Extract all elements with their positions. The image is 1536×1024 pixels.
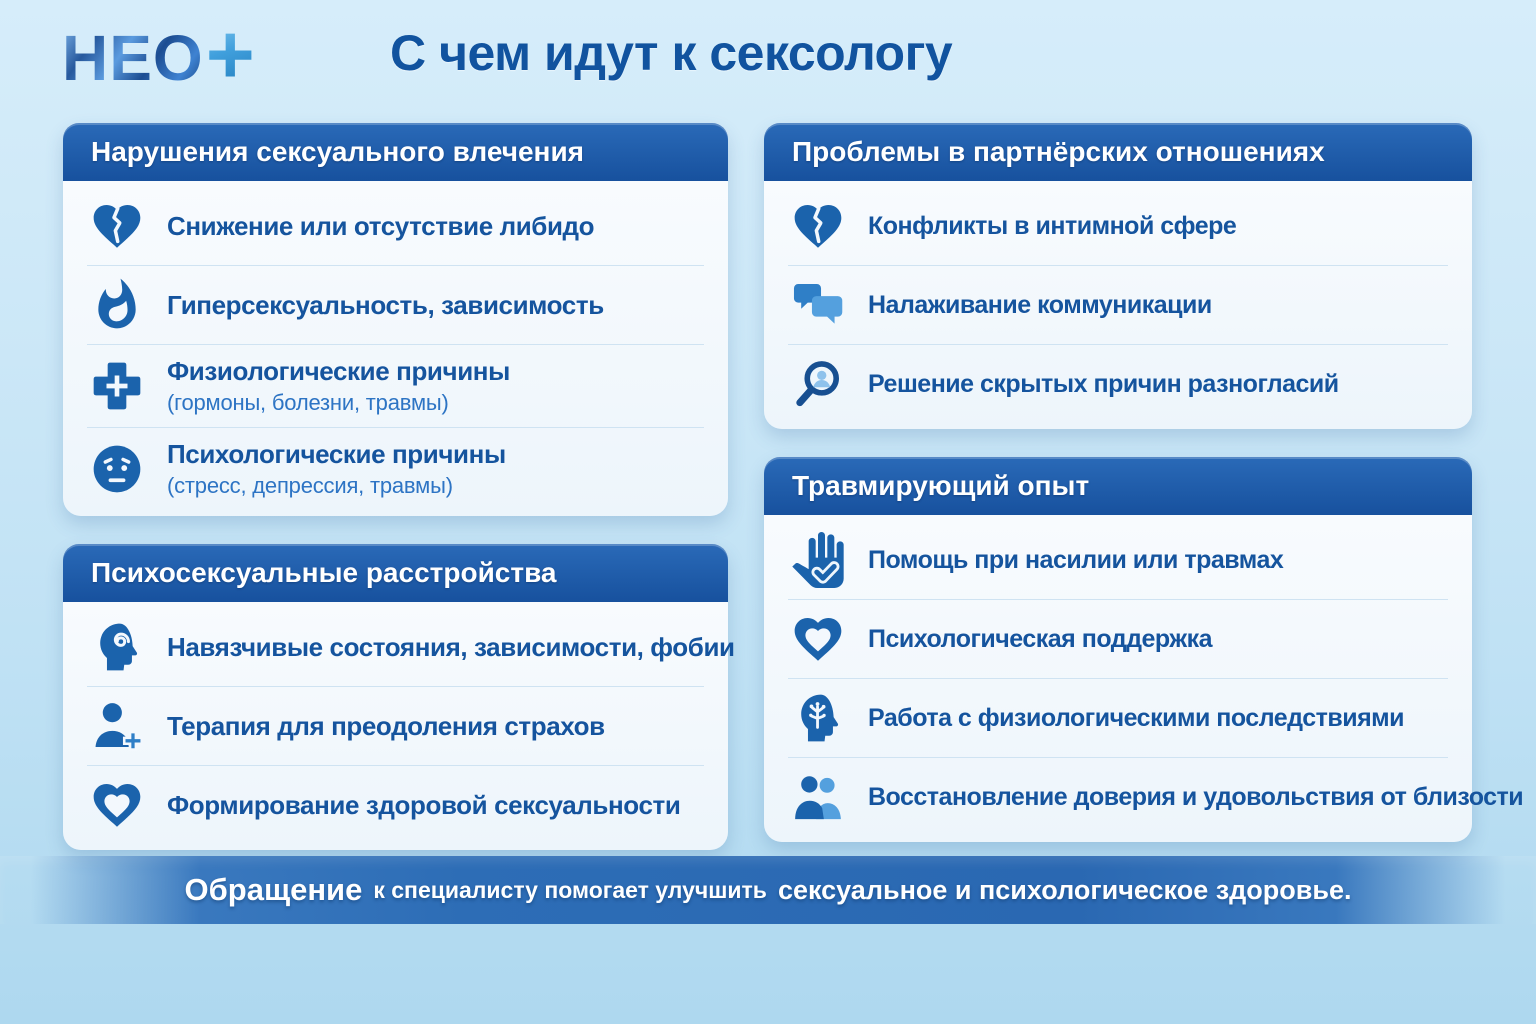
list-item [788, 599, 1448, 678]
item-text: Терапия для преодоления страхов [167, 710, 605, 741]
item-text: Конфликты в интимной сфере [868, 211, 1237, 240]
card-partnership-problems [764, 123, 1472, 429]
card-trauma-title: Травмирующий опыт [764, 457, 1472, 515]
nested-heart-icon [89, 777, 145, 833]
card-desire-disorders [63, 123, 728, 516]
card-psychosexual-title: Психосексуальные расстройства [63, 544, 728, 602]
card-desire-title: Нарушения сексуального влечения [63, 123, 728, 181]
item-text: Работа с физиологическими последствиями [868, 703, 1405, 732]
card-psychosexual-body [63, 602, 735, 850]
list-item [788, 521, 1448, 599]
item-subtext: (гормоны, болезни, травмы) [167, 390, 449, 415]
hand-check-icon [790, 532, 846, 588]
list-item [87, 608, 735, 686]
list-item [788, 757, 1524, 836]
list-item [788, 265, 1448, 344]
item-text: Помощь при насилии или травмах [868, 545, 1284, 574]
list-item [87, 427, 704, 510]
list-item [87, 187, 704, 265]
broken-heart-icon [89, 198, 145, 254]
item-text: Налаживание коммуникации [868, 290, 1212, 319]
item-subtext: (стресс, депрессия, травмы) [167, 473, 453, 498]
list-item [87, 344, 704, 427]
item-text: Снижение или отсутствие либидо [167, 210, 595, 241]
list-item [87, 765, 704, 844]
chat-bubbles-icon [790, 277, 846, 333]
page-title: С чем идут к сексологу [390, 25, 953, 81]
item-text: Навязчивые состояния, зависимости, фобии [167, 631, 735, 662]
list-item [788, 678, 1448, 757]
logo-plus-icon: + [205, 7, 255, 101]
banner-mid-text: к специалисту помогает улучшить [373, 876, 767, 903]
medical-cross-icon [89, 358, 145, 414]
item-text: Гиперсексуальность, зависимость [167, 289, 604, 320]
neo-plus-logo [62, 7, 255, 101]
list-item [788, 344, 1448, 423]
logo-text: НЕО [62, 22, 204, 94]
item-text: Психологические причины [167, 439, 506, 469]
worried-face-icon [89, 441, 145, 497]
item-text: Психологическая поддержка [868, 624, 1212, 653]
card-trauma-body [764, 515, 1524, 842]
head-spiral-icon [89, 619, 145, 675]
broken-heart-icon [790, 198, 846, 254]
card-partnership-title: Проблемы в партнёрских отношениях [764, 123, 1472, 181]
footer-banner [0, 856, 1536, 924]
list-item [87, 265, 704, 344]
card-desire-body [63, 181, 728, 516]
item-text: Физиологические причины [167, 356, 510, 386]
list-item [788, 187, 1448, 265]
person-plus-icon [89, 698, 145, 754]
left-column [63, 123, 735, 850]
right-column [764, 123, 1524, 842]
item-text: Решение скрытых причин разногласий [868, 369, 1339, 398]
flame-icon [89, 277, 145, 333]
item-text: Восстановление доверия и удовольствия от близости [868, 782, 1524, 811]
banner-tail-text: сексуальное и психологическое здоровье. [777, 874, 1352, 905]
card-traumatic-experience [764, 457, 1524, 842]
couple-icon [790, 769, 846, 825]
item-text: Формирование здоровой сексуальности [167, 789, 681, 820]
card-psychosexual-disorders [63, 544, 735, 850]
banner-lead-text: Обращение [184, 872, 363, 907]
head-tree-icon [790, 690, 846, 746]
magnifier-head-icon [790, 356, 846, 412]
card-partnership-body [764, 181, 1472, 429]
list-item [87, 686, 704, 765]
nested-heart-icon [790, 611, 846, 667]
